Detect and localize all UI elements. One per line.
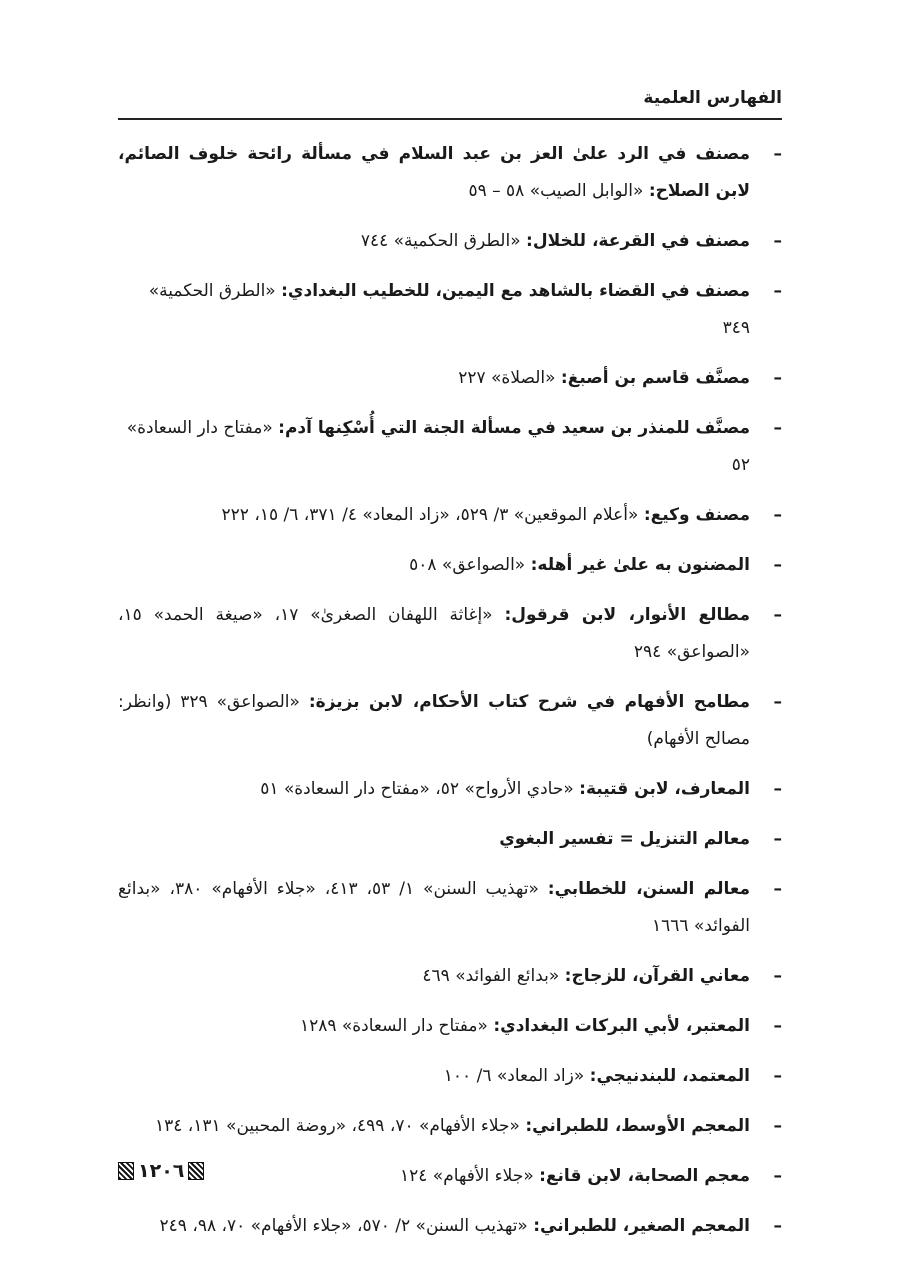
index-entry: [118, 1208, 782, 1245]
index-entry: [118, 1108, 782, 1145]
entry-references: «الصواعق» ٣٢٩ (وانظر: مصالح الأفهام): [118, 692, 750, 749]
running-title: الفهارس العلمية: [643, 88, 782, 108]
page-number: [118, 1160, 204, 1182]
entry-title: المضنون به علىٰ غير أهله:: [530, 555, 750, 575]
entry-title: المعارف، لابن قتيبة:: [579, 779, 750, 799]
index-entry: [118, 1058, 782, 1095]
entry-title: المعجم الأوسط، للطبراني:: [525, 1116, 750, 1136]
entry-title: المعتمد، للبندنيجي:: [589, 1066, 750, 1086]
entry-references: «إغاثة اللهفان الصغرىٰ» ١٧، «صيغة الحمد» ١٥، «الصواعق» ٢٩٤: [118, 605, 750, 662]
entry-references: «مفتاح دار السعادة» ٥٢: [126, 418, 750, 475]
entry-title: مصنف في القضاء بالشاهد مع اليمين، للخطيب البغدادي:: [281, 281, 750, 301]
index-entry: [118, 136, 782, 210]
entry-title: معالم التنزيل = تفسير البغوي: [499, 829, 750, 849]
entry-dash: –: [773, 144, 782, 164]
entry-title: مصنف في القرعة، للخلال:: [526, 231, 750, 251]
entry-title: مصنف وكيع:: [643, 505, 750, 525]
entry-dash: –: [773, 779, 782, 799]
entry-dash: –: [773, 505, 782, 525]
entry-references: «تهذيب السنن» ٢/ ٥٧٠، «جلاء الأفهام» ٧٠، ٩٨، ٢٤٩: [159, 1216, 534, 1236]
entry-title: مطالع الأنوار، لابن قرقول:: [504, 605, 750, 625]
entry-dash: –: [773, 368, 782, 388]
entry-references: «جلاء الأفهام» ١٢٤: [399, 1166, 540, 1186]
entry-dash: –: [773, 1116, 782, 1136]
index-entry: [118, 597, 782, 671]
entry-dash: –: [773, 1066, 782, 1086]
entry-dash: –: [773, 555, 782, 575]
index-entry: [118, 958, 782, 995]
index-entry: [118, 684, 782, 758]
entry-dash: –: [773, 1216, 782, 1236]
entry-dash: –: [773, 829, 782, 849]
entry-references: «زاد المعاد» ٦/ ١٠٠: [443, 1066, 590, 1086]
index-entry: [118, 273, 782, 347]
page-number-text: ١٢٠٦: [138, 1160, 185, 1182]
entry-references: «حادي الأرواح» ٥٢، «مفتاح دار السعادة» ٥١: [260, 779, 580, 799]
entry-title: المعتبر، لأبي البركات البغدادي:: [493, 1016, 750, 1036]
entry-references: «الطرق الحكمية» ٧٤٤: [360, 231, 527, 251]
entry-references: «أعلام الموقعين» ٣/ ٥٢٩، «زاد المعاد» ٤/ ٣٧١، ٦/ ١٥، ٢٢٢: [221, 505, 644, 525]
entry-dash: –: [773, 1016, 782, 1036]
entry-dash: –: [773, 966, 782, 986]
entry-dash: –: [773, 231, 782, 251]
entry-title: مطامح الأفهام في شرح كتاب الأحكام، لابن بزيزة:: [308, 692, 750, 712]
index-entry: [118, 547, 782, 584]
entry-title: معاني القرآن، للزجاج:: [564, 966, 750, 986]
index-entry: [118, 821, 782, 858]
index-entry: [118, 360, 782, 397]
entry-title: مصنَّف للمنذر بن سعيد في مسألة الجنة التي أُسْكِنها آدم:: [278, 418, 750, 438]
entry-dash: –: [773, 879, 782, 899]
entry-title: معالم السنن، للخطابي:: [547, 879, 750, 899]
entry-references: «جلاء الأفهام» ٧٠، ٤٩٩، «روضة المحبين» ١٣١، ١٣٤: [154, 1116, 526, 1136]
index-entry: [118, 1158, 782, 1195]
index-entry: [118, 497, 782, 534]
entry-title: مصنف في الرد علىٰ العز بن عبد السلام في مسألة رائحة خلوف الصائم، لابن الصلاح:: [118, 144, 750, 201]
entry-references: «الطرق الحكمية» ٣٤٩: [148, 281, 750, 338]
ornament-icon: [188, 1162, 204, 1180]
index-entry: [118, 771, 782, 808]
entry-dash: –: [773, 281, 782, 301]
entry-dash: –: [773, 1166, 782, 1186]
index-entry: [118, 410, 782, 484]
entry-references: «الوابل الصيب» ٥٨ – ٥٩: [468, 181, 649, 201]
index-entry-list: [118, 136, 782, 1258]
entry-title: مصنَّف قاسم بن أصبغ:: [560, 368, 750, 388]
entry-dash: –: [773, 605, 782, 625]
entry-title: معجم الصحابة، لابن قانع:: [539, 1166, 750, 1186]
entry-references: «تهذيب السنن» ١/ ٥٣، ٤١٣، «جلاء الأفهام» ٣٨٠، «بدائع الفوائد» ١٦٦٦: [118, 879, 750, 936]
index-entry: [118, 871, 782, 945]
entry-references: «بدائع الفوائد» ٤٦٩: [422, 966, 565, 986]
index-entry: [118, 223, 782, 260]
entry-references: «مفتاح دار السعادة» ١٢٨٩: [299, 1016, 494, 1036]
entry-references: «الصلاة» ٢٢٧: [458, 368, 561, 388]
entry-dash: –: [773, 692, 782, 712]
entry-dash: –: [773, 418, 782, 438]
header-rule: [118, 118, 782, 120]
index-entry: [118, 1008, 782, 1045]
entry-references: «الصواعق» ٥٠٨: [409, 555, 531, 575]
ornament-icon: [118, 1162, 134, 1180]
entry-title: المعجم الصغير، للطبراني:: [533, 1216, 750, 1236]
